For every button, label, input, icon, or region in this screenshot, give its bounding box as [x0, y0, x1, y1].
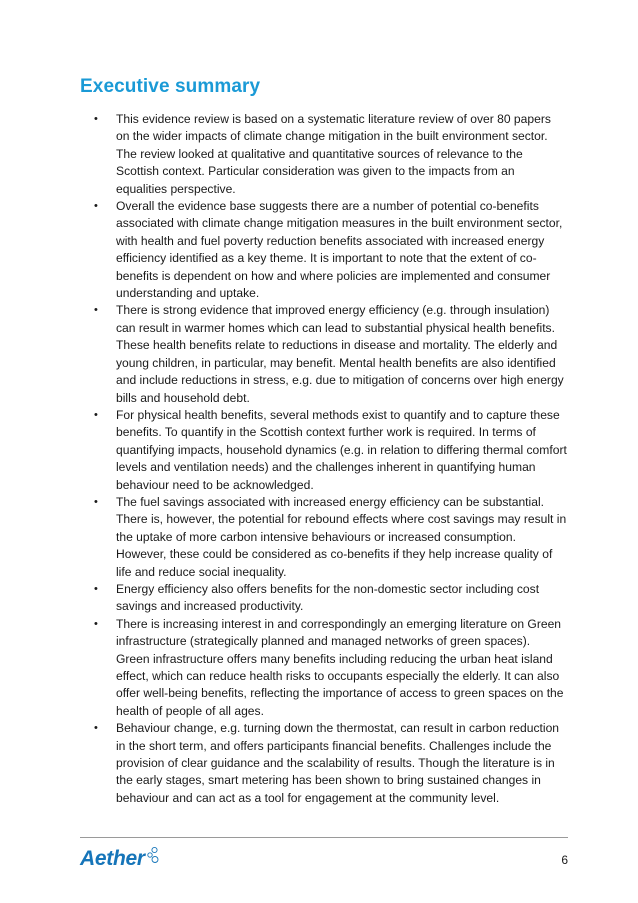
bullet-icon: •	[94, 582, 98, 595]
bullet-item	[92, 198, 567, 302]
page-title: Executive summary	[80, 76, 261, 97]
bullet-text: Energy efficiency also offers benefits for the non-domestic sector including cost savings and increased productivity.	[116, 581, 540, 614]
summary-bullet-list	[92, 111, 567, 807]
bullet-text: Behaviour change, e.g. turning down the thermostat, can result in carbon reduction in the short term, and offers participants financial benefits. Challenges include the provision of clear guidance and the scalability of results. Though the literature is in the early stages, smart metering has been shown to bring sustained changes in behaviour and can act as a tool for engagement at the community level.	[116, 721, 560, 805]
bullet-icon: •	[94, 722, 98, 735]
aether-logo	[80, 845, 160, 873]
bullet-icon: •	[94, 408, 98, 421]
bullet-item	[92, 720, 567, 807]
bullet-item	[92, 581, 567, 616]
footer-divider	[80, 837, 568, 838]
bullet-item	[92, 111, 567, 198]
bullet-text: There is increasing interest in and correspondingly an emerging literature on Green infrastructure (strategically planned and managed networks of green spaces). Green infrastructure offers many benefits including reducing the urban heat island effect, which can reduce health risks to occupants especially the elderly. It can also offer well-being benefits, reflecting the importance of access to green spaces on the health of people of all ages.	[116, 616, 564, 718]
page-number: 6	[561, 853, 568, 867]
bullet-icon: •	[94, 617, 98, 630]
bullet-icon: •	[94, 304, 98, 317]
bullet-text: The fuel savings associated with increased energy efficiency can be substantial. There is, however, the potential for rebound effects where cost savings may result in the uptake of more carbon intensive behaviours or increased consumption. However, these could be considered as co-benefits if they help increase quality of life and reduce social inequality.	[116, 494, 567, 579]
bullet-icon: •	[94, 113, 98, 125]
bullet-item	[92, 494, 567, 581]
bubbles-icon	[146, 846, 160, 866]
bullet-text: This evidence review is based on a systematic literature review of over 80 papers on the wider impacts of climate change mitigation in the built environment sector. The review looked at qualitative and quantitative sources of relevance to the Scottish context. Particular consideration was given to the impacts from an equalities perspective.	[116, 112, 551, 196]
bullet-item	[92, 302, 567, 406]
bullet-text: There is strong evidence that improved energy efficiency (e.g. through insulation) can result in warmer homes which can lead to substantial physical health benefits. These health benefits relate to reductions in disease and mortality. The elderly and young children, in particular, may benefit. Mental health benefits are also identified and include reductions in stress, e.g. due to mitigation of concerns over high energy bills and household debt.	[116, 303, 564, 405]
bullet-icon: •	[94, 495, 98, 508]
bullet-item	[92, 407, 567, 494]
bullet-icon: •	[94, 200, 98, 213]
bullet-text: For physical health benefits, several methods exist to quantify and to capture these benefits. To quantify in the Scottish context further work is required. In terms of quantifying impacts, household dynamics (e.g. in relation to differing thermal comfort levels and ventilation needs) and the challenges inherent in quantifying human behaviour need to be acknowledged.	[116, 407, 567, 492]
bullet-text: Overall the evidence base suggests there are a number of potential co-benefits associated with climate change mitigation measures in the built environment sector, with health and fuel poverty reduction benefits associated with increased energy efficiency identified as a key theme. It is important to note that the extent of co-benefits is dependent on how and where policies are implemented and consumer understanding and uptake.	[116, 199, 563, 301]
logo-wordmark: Aether	[80, 847, 145, 870]
bullet-item	[92, 616, 567, 720]
